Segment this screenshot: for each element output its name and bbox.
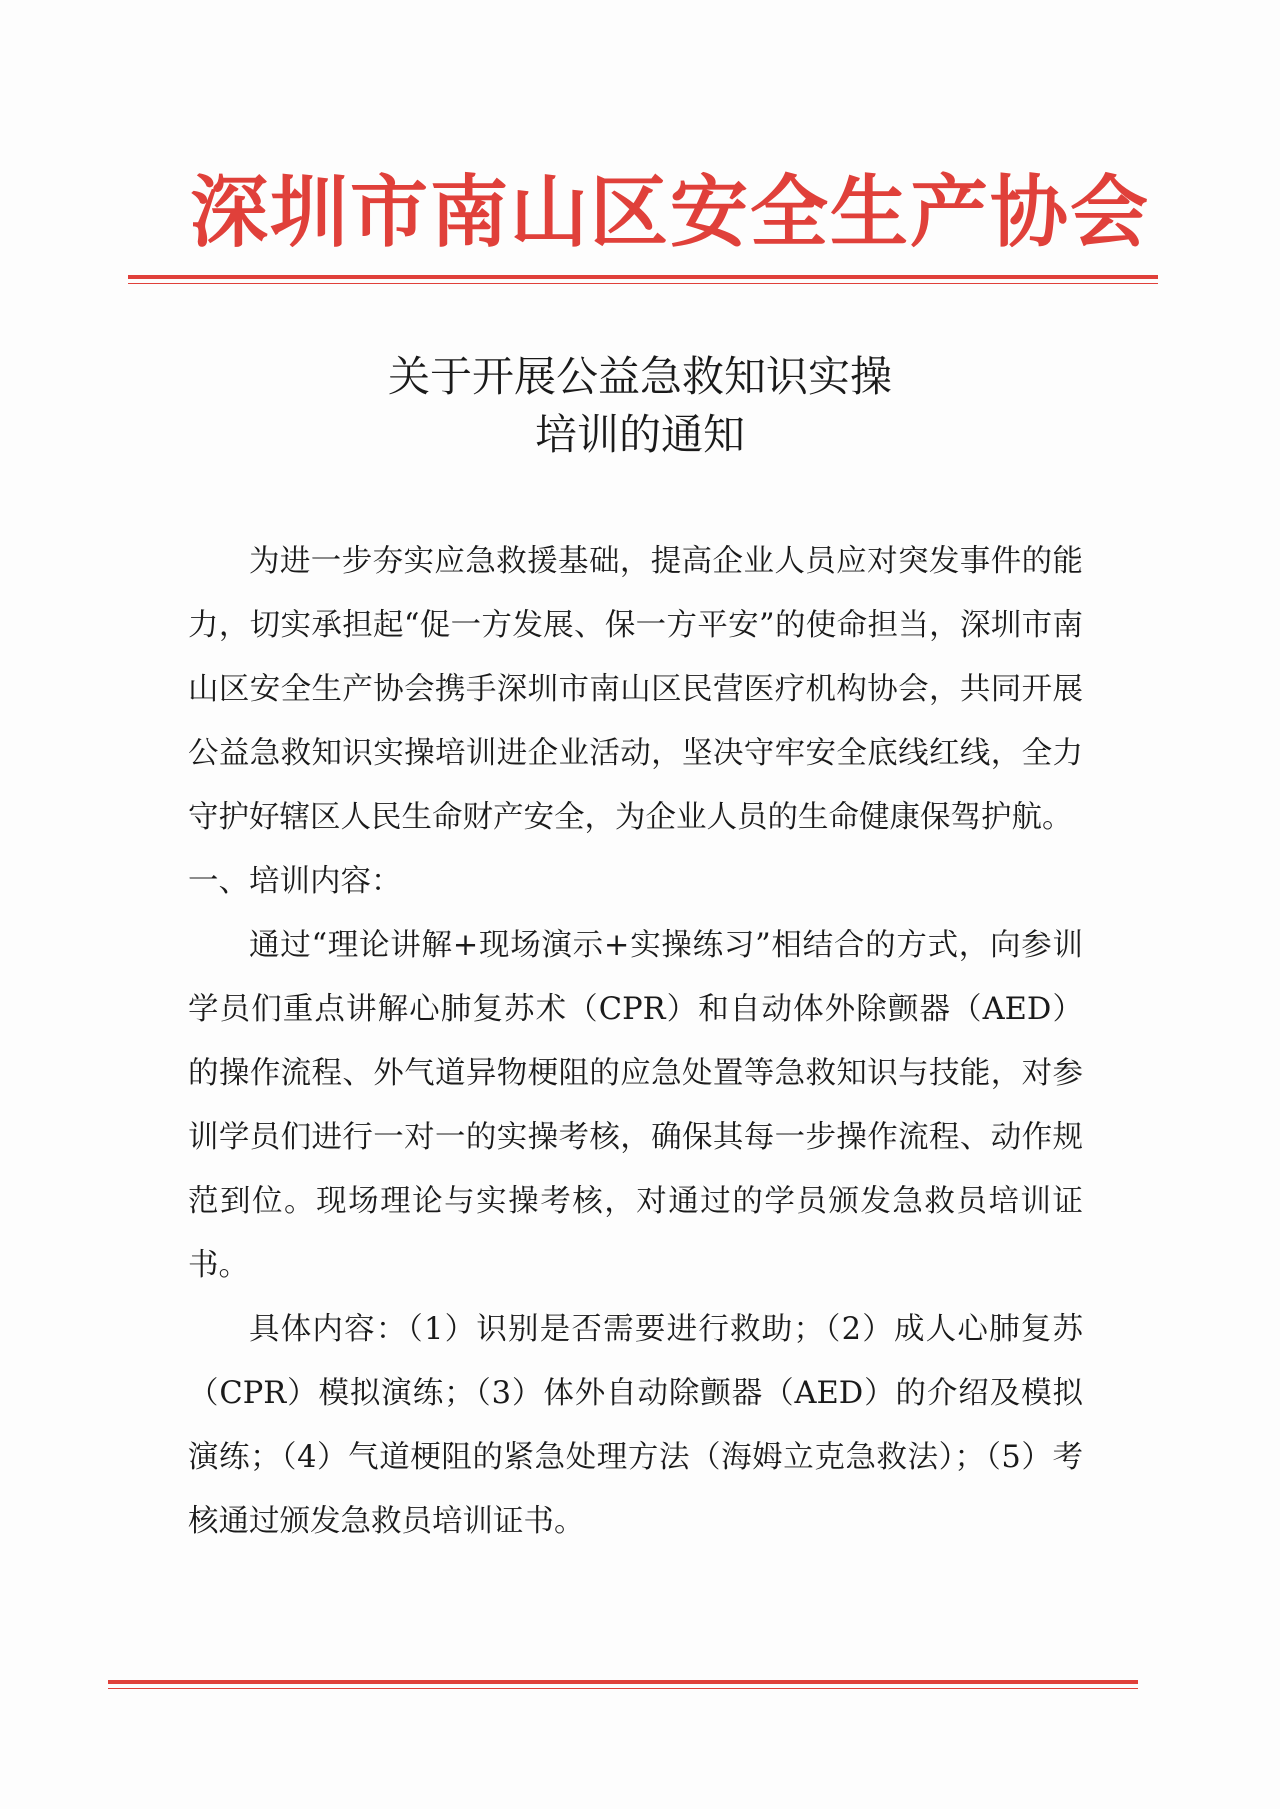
training-method-paragraph: 通过“理论讲解+现场演示+实操练习”相结合的方式，向参训学员们重点讲解心肺复苏术（CPR）和自动体外除颤器（AED）的操作流程、外气道异物梗阻的应急处置等急救知识与技能，对参训学员们进行一对一的实操考核，确保其每一步操作流程、动作规范到位。现场理论与实操考核，对通过的学员颁发急救员培训证书。: [188, 928, 1083, 1283]
footer-divider: [108, 1680, 1138, 1684]
document-body: [188, 530, 1083, 1554]
organization-letterhead: 深圳市南山区安全生产协会: [190, 167, 1151, 258]
document-title-line-1: 关于开展公益急救知识实操: [387, 352, 892, 401]
section-heading-training-content: 一、培训内容：: [188, 864, 402, 899]
letterhead-divider-top: [128, 275, 1158, 279]
document-title: [240, 348, 1040, 464]
intro-paragraph: 为进一步夯实应急救援基础，提高企业人员应对突发事件的能力，切实承担起“促一方发展、保一方平安”的使命担当，深圳市南山区安全生产协会携手深圳市南山区民营医疗机构协会，共同开展公益急救知识实操培训进企业活动，坚决守牢安全底线红线，全力守护好辖区人民生命财产安全，为企业人员的生命健康保驾护航。: [188, 544, 1083, 835]
document-title-line-2: 培训的通知: [534, 410, 745, 459]
training-details-paragraph: 具体内容：（1）识别是否需要进行救助；（2）成人心肺复苏（CPR）模拟演练；（3）体外自动除颤器（AED）的介绍及模拟演练；（4）气道梗阻的紧急处理方法（海姆立克急救法）；（5）考核通过颁发急救员培训证书。: [188, 1312, 1083, 1539]
